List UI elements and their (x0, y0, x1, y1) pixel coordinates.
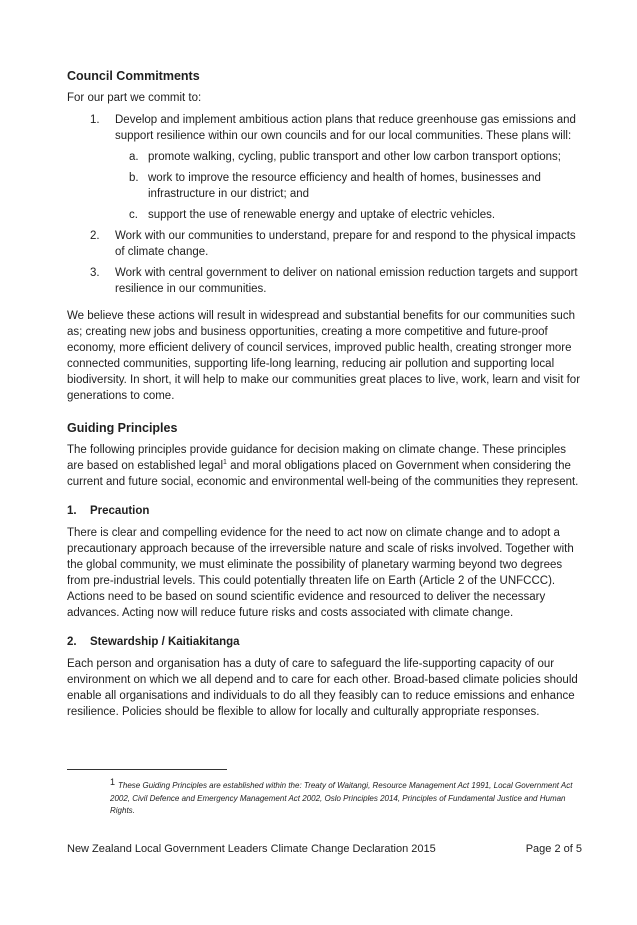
principle-title: Precaution (90, 505, 150, 517)
commitment-item (67, 228, 582, 260)
commitment-number: 1. (90, 114, 100, 126)
commitments-list (67, 112, 582, 297)
benefits-paragraph: We believe these actions will result in widespread and substantial benefits for our communities such as; creating new jobs and business opportunities, creating a more competitive and future-proof economy, more efficient delivery of council services, improved public health, creating stronger more connected communities, supporting life-long learning, reducing air pollution and supporting local biodiversity. In short, it will help to make our communities great places to live, work, learn and visit for generations to come. (67, 310, 581, 402)
sub-commitment-item (115, 149, 582, 165)
footnote (110, 776, 590, 818)
commitment-item (67, 112, 582, 223)
commitment-text: Work with central government to deliver on national emission reduction targets and support resilience in our communities. (115, 267, 578, 295)
sub-commitments-list (115, 149, 582, 223)
principle-heading-precaution (67, 503, 582, 519)
principle-number: 2. (67, 636, 77, 648)
sub-commitment-letter: a. (129, 151, 139, 163)
council-intro: For our part we commit to: (67, 92, 202, 104)
sub-commitment-item (115, 207, 582, 223)
footnote-divider (67, 769, 227, 770)
principle-text-precaution: There is clear and compelling evidence for the need to act now on climate change and to adopt a precautionary approach because of the irreversible nature and scale of risks involved. Together with the global community, we must eliminate the possibility of planetary warming beyond two degrees from pre-industrial levels. This could potentially threaten life on Earth (Article 2 of the UNFCCC). Actions need to be based on sound scientific evidence and resourced to deliver the necessary advances. Acting now will reduce future risks and costs associated with climate change. (67, 527, 574, 619)
council-commitments-heading: Council Commitments (67, 69, 200, 83)
footnote-reference: 1 (223, 459, 227, 467)
guiding-principles-heading: Guiding Principles (67, 421, 178, 435)
principle-text-stewardship: Each person and organisation has a duty of care to safeguard the life-supporting capacity of our environment on which we all depend and to care for each other. Broad-based climate policies should enable all organisations and individuals to do all they feasibly can to reduce emissions and enhance resilience. Policies should be flexible to allow for locally and culturally appropriate responses. (67, 658, 578, 718)
principle-number: 1. (67, 505, 77, 517)
sub-commitment-text: support the use of renewable energy and uptake of electric vehicles. (148, 209, 496, 221)
footnote-mark: 1 (110, 777, 116, 787)
principle-heading-stewardship (67, 634, 582, 650)
guiding-principles-paragraph (67, 442, 582, 490)
commitment-item (67, 265, 582, 297)
sub-commitment-letter: b. (129, 172, 139, 184)
guiding-text-start: The following principles provide guidance for decision making on climate change. These principles are based on established legal (67, 444, 567, 472)
footnote-text: These Guiding Principles are established within the: Treaty of Waitangi, Resource Management Act 1991, Local Government Act 2002, Civil Defence and Emergency Management Act 2002, Oslo Principles 2014, Principles of Fundamental Justice and Human Rights. (110, 781, 573, 815)
sub-commitment-letter: c. (129, 209, 138, 221)
commitment-text: Develop and implement ambitious action plans that reduce greenhouse gas emissions and support resilience within our own councils and for our local communities. These plans will: (115, 114, 576, 142)
commitment-number: 2. (90, 230, 100, 242)
page-number: Page 2 of 5 (525, 843, 582, 855)
principle-title: Stewardship / Kaitiakitanga (90, 636, 240, 648)
page-footer (67, 842, 582, 856)
commitment-text: Work with our communities to understand, prepare for and respond to the physical impacts of climate change. (115, 230, 576, 258)
sub-commitment-text: promote walking, cycling, public transport and other low carbon transport options; (148, 151, 561, 163)
guiding-text-end: and moral obligations placed on Government when considering the current and future social, economic and environmental well-being of the communities they represent. (67, 460, 579, 488)
commitment-number: 3. (90, 267, 100, 279)
sub-commitment-item (115, 170, 582, 202)
page-content (67, 68, 582, 720)
sub-commitment-text: work to improve the resource efficiency and health of homes, businesses and infrastructure in our district; and (148, 172, 541, 200)
footer-title: New Zealand Local Government Leaders Climate Change Declaration 2015 (67, 843, 436, 855)
